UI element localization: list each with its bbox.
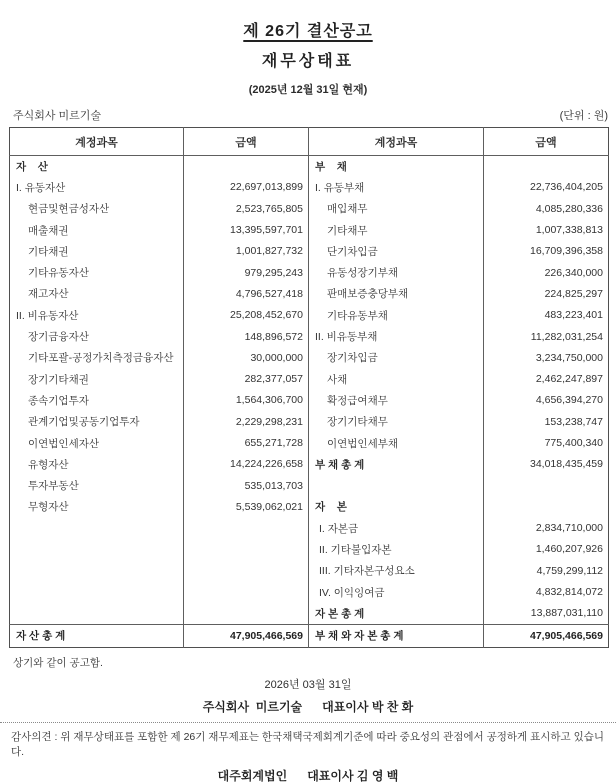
amount-cell: 224,825,297 <box>484 283 609 304</box>
account-cell <box>10 603 184 624</box>
account-cell: II. 비유동부채 <box>309 326 484 347</box>
title-block <box>0 0 616 97</box>
amount-cell: 22,697,013,899 <box>184 177 309 198</box>
amount-cell: 153,238,747 <box>484 411 609 432</box>
account-cell: I. 유동자산 <box>16 181 66 194</box>
table-row <box>10 603 609 624</box>
account-cell: 종속기업투자 <box>28 394 89 407</box>
account-cell: 기타채무 <box>309 219 484 240</box>
table-row <box>10 156 609 177</box>
company-row <box>13 107 608 123</box>
totals-row <box>10 624 609 647</box>
table-row <box>10 177 609 198</box>
account-cell: 투자부동산 <box>28 480 79 493</box>
table-row <box>10 326 609 347</box>
amount-cell <box>184 518 309 539</box>
amount-cell: 13,887,031,110 <box>484 603 609 624</box>
amount-cell <box>484 496 609 517</box>
account-cell: 이연법인세부채 <box>309 432 484 453</box>
account-cell: 단기차입금 <box>309 241 484 262</box>
table-row <box>10 347 609 368</box>
account-cell: 자 산 <box>16 160 48 173</box>
amount-cell: 2,229,298,231 <box>184 411 309 432</box>
unit-label: (단위 : 원) <box>559 110 608 122</box>
account-cell: 매입채무 <box>309 198 484 219</box>
account-cell <box>10 539 184 560</box>
account-cell: 기타유동부채 <box>309 305 484 326</box>
amount-cell: 226,340,000 <box>484 262 609 283</box>
amount-cell: 16,709,396,358 <box>484 241 609 262</box>
amount-cell: 775,400,340 <box>484 432 609 453</box>
company-name: 주식회사 미르기술 <box>13 110 102 122</box>
amount-cell: 1,007,338,813 <box>484 219 609 240</box>
account-cell: III. 기타자본구성요소 <box>309 560 484 581</box>
table-row <box>10 454 609 475</box>
table-row <box>10 539 609 560</box>
amount-cell: 4,832,814,072 <box>484 581 609 602</box>
amount-cell <box>184 603 309 624</box>
table-row <box>10 518 609 539</box>
account-cell: 장기차입금 <box>309 347 484 368</box>
amount-cell: 1,460,207,926 <box>484 539 609 560</box>
table-row <box>10 262 609 283</box>
amount-cell: 22,736,404,205 <box>484 177 609 198</box>
table-row <box>10 390 609 411</box>
account-cell: I. 자본금 <box>309 518 484 539</box>
amount-cell: 4,085,280,336 <box>484 198 609 219</box>
balance-sheet-table <box>9 127 609 648</box>
account-cell: 사채 <box>309 368 484 389</box>
amount-cell: 4,759,299,112 <box>484 560 609 581</box>
amount-cell: 4,796,527,418 <box>184 283 309 304</box>
amount-cell: 2,462,247,897 <box>484 368 609 389</box>
account-cell: 자 본 총 계 <box>309 603 484 624</box>
account-cell: 재고자산 <box>28 288 69 301</box>
account-cell: 현금및현금성자산 <box>28 203 110 216</box>
announcement-note: 상기와 같이 공고함. <box>13 656 103 669</box>
account-cell: II. 비유동자산 <box>16 309 79 322</box>
column-header-account-left: 계정과목 <box>10 128 184 156</box>
amount-cell: 483,223,401 <box>484 305 609 326</box>
amount-cell: 655,271,728 <box>184 432 309 453</box>
total-assets-label: 자 산 총 계 <box>10 624 184 647</box>
account-cell: 장기기타채무 <box>309 411 484 432</box>
dotted-divider <box>0 722 616 723</box>
account-cell: 매출채권 <box>28 224 69 237</box>
amount-cell <box>484 156 609 177</box>
account-cell: 확정급여채무 <box>309 390 484 411</box>
document-title: 재무상태표 <box>261 53 355 70</box>
account-cell: 장기금융자산 <box>28 331 89 344</box>
account-cell: 부 채 총 계 <box>309 454 484 475</box>
table-header-row <box>10 128 609 156</box>
total-assets-value: 47,905,466,569 <box>184 624 309 647</box>
amount-cell <box>184 560 309 581</box>
amount-cell: 30,000,000 <box>184 347 309 368</box>
amount-cell: 14,224,226,658 <box>184 454 309 475</box>
amount-cell: 25,208,452,670 <box>184 305 309 326</box>
account-cell: 기타채권 <box>28 245 69 258</box>
account-cell: 기타유동자산 <box>28 267 89 280</box>
amount-cell: 4,656,394,270 <box>484 390 609 411</box>
audit-opinion: 감사의견 : 위 재무상태표를 포함한 제 26기 재무제표는 한국채택국제회계기준에 따라 중요성의 관점에서 공정하게 표시하고 있습니다. <box>11 730 605 758</box>
table-row <box>10 560 609 581</box>
amount-cell: 2,523,765,805 <box>184 198 309 219</box>
account-cell <box>10 518 184 539</box>
account-cell <box>309 475 484 496</box>
amount-cell: 148,896,572 <box>184 326 309 347</box>
amount-cell: 11,282,031,254 <box>484 326 609 347</box>
amount-cell: 282,377,057 <box>184 368 309 389</box>
amount-cell <box>184 156 309 177</box>
amount-cell: 535,013,703 <box>184 475 309 496</box>
balance-sheet-body <box>10 156 609 625</box>
table-row <box>10 368 609 389</box>
amount-cell: 979,295,243 <box>184 262 309 283</box>
amount-cell: 34,018,435,459 <box>484 454 609 475</box>
amount-cell: 1,001,827,732 <box>184 241 309 262</box>
amount-cell: 5,539,062,021 <box>184 496 309 517</box>
table-row <box>10 581 609 602</box>
amount-cell: 1,564,306,700 <box>184 390 309 411</box>
amount-cell: 3,234,750,000 <box>484 347 609 368</box>
table-row <box>10 241 609 262</box>
account-cell: I. 유동부채 <box>309 177 484 198</box>
account-cell <box>10 560 184 581</box>
amount-cell <box>184 539 309 560</box>
auditor-signature: 대주회계법인 대표이사 김 영 백 <box>217 768 399 783</box>
account-cell: 장기기타채권 <box>28 373 89 386</box>
table-row <box>10 411 609 432</box>
column-header-amount-left: 금액 <box>184 128 309 156</box>
total-liabilities-equity-value: 47,905,466,569 <box>484 624 609 647</box>
account-cell: II. 기타불입자본 <box>309 539 484 560</box>
amount-cell: 2,834,710,000 <box>484 518 609 539</box>
company-signature: 주식회사 미르기술 대표이사 박 찬 화 <box>202 699 414 714</box>
account-cell: 판매보증충당부채 <box>309 283 484 304</box>
account-cell: 유동성장기부채 <box>309 262 484 283</box>
account-cell: 기타포괄-공정가치측정금융자산 <box>28 352 174 365</box>
account-cell: 자 본 <box>309 496 484 517</box>
as-of-date: (2025년 12월 31일 현재) <box>248 84 368 96</box>
table-row <box>10 475 609 496</box>
column-header-account-right: 계정과목 <box>309 128 484 156</box>
account-cell: 부 채 <box>309 156 484 177</box>
announcement-date: 2026년 03월 31일 <box>264 678 352 691</box>
table-row <box>10 283 609 304</box>
total-liabilities-equity-label: 부 채 와 자 본 총 계 <box>309 624 484 647</box>
amount-cell <box>184 581 309 602</box>
account-cell: 무형자산 <box>28 501 69 514</box>
table-row <box>10 198 609 219</box>
account-cell <box>10 581 184 602</box>
column-header-amount-right: 금액 <box>484 128 609 156</box>
account-cell: IV. 이익잉여금 <box>309 581 484 602</box>
amount-cell <box>484 475 609 496</box>
notice-title: 제 26기 결산공고 <box>243 23 373 40</box>
table-row <box>10 432 609 453</box>
account-cell: 이연법인세자산 <box>28 437 100 450</box>
table-row <box>10 219 609 240</box>
table-row <box>10 496 609 517</box>
amount-cell: 13,395,597,701 <box>184 219 309 240</box>
table-row <box>10 305 609 326</box>
account-cell: 유형자산 <box>28 458 69 471</box>
account-cell: 관계기업및공동기업투자 <box>28 416 140 429</box>
